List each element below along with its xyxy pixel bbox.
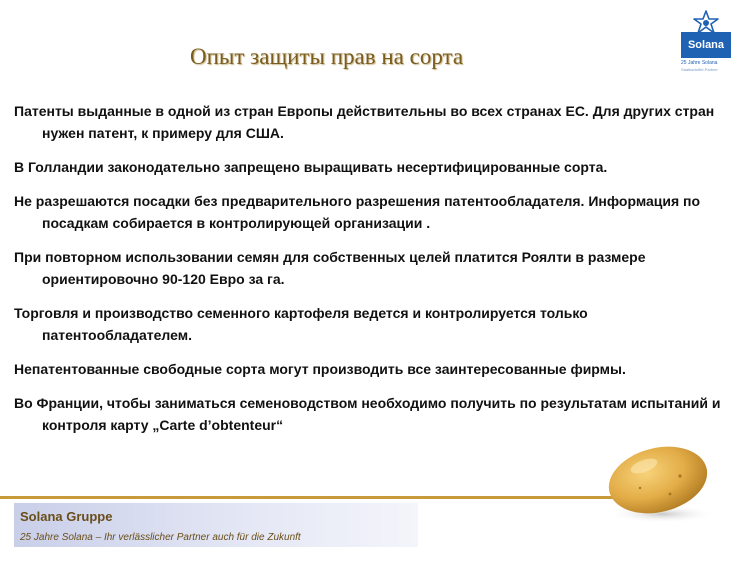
paragraph-france: Во Франции, чтобы заниматься семеноводством необходимо получить по результатам испытаний и контроля карту „Carte d’obtenteur“ [14,395,721,433]
paragraph-free-varieties: Непатентованные свободные сорта могут производить все заинтересованные фирмы. [14,361,626,377]
logo-brand: Solana [681,32,731,58]
paragraph-netherlands: В Голландии законодательно запрещено выращивать несертифицированные сорта. [14,159,608,175]
footer-company: Solana Gruppe [20,509,113,524]
solana-logo [681,10,731,78]
paragraph-trade-production: Торговля и производство семенного картофеля ведется и контролируется только патентообладателем. [14,305,588,343]
potato-image [600,436,720,526]
slide-title: Опыт защиты прав на сорта [190,44,464,69]
footer [14,503,418,547]
logo-subtitle: 25 Jahre Solana [681,60,718,66]
logo-tagline: Saatkartoffel-Partner [681,67,718,72]
footer-tagline: 25 Jahre Solana – Ihr verlässlicher Partner auch für die Zukunft [20,532,301,543]
slide-body [14,100,738,448]
paragraph-royalty: При повторном использовании семян для собственных целей платится Роялти в размере ориентировочно 90-120 Евро за га. [14,249,646,287]
footer-divider [0,496,620,499]
paragraph-planting-permission: Не разрешаются посадки без предварительного разрешения патентообладателя. Информация по посадкам собирается в контролирующей организации . [14,193,701,231]
paragraph-patents-eu: Патенты выданные в одной из стран Европы действительны во всех странах ЕС. Для других стран нужен патент, к примеру для США. [14,103,715,141]
